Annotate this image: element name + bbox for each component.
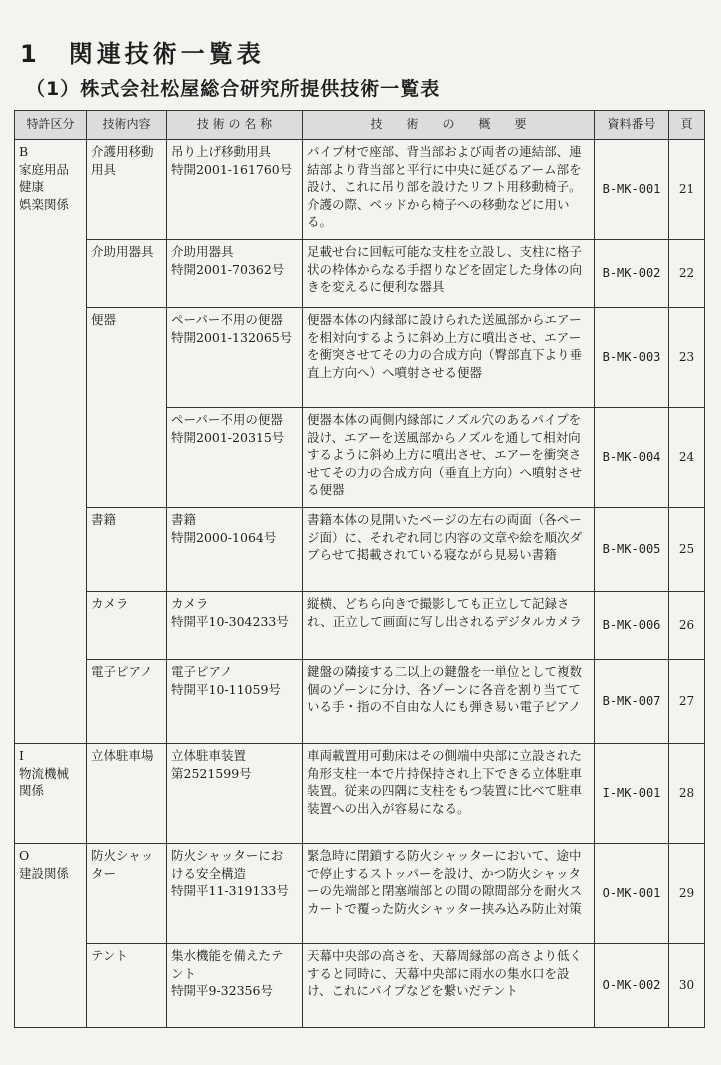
content-cell-line: 書籍 <box>91 512 117 527</box>
name-cell-line: 吊り上げ移動用具 <box>171 144 272 159</box>
content-cell-line: 立体駐車場 <box>91 748 154 763</box>
content-cell-line: 介助用器具 <box>91 244 154 259</box>
document-code-cell: B-MK-006 <box>595 592 669 660</box>
header-category: 特許区分 <box>15 111 87 140</box>
header-page: 頁 <box>669 111 705 140</box>
page-title: 1 関連技術一覧表 <box>20 40 265 68</box>
category-cell-line: 建設関係 <box>19 865 70 881</box>
content-cell <box>87 308 167 408</box>
table-row <box>15 408 705 508</box>
technology-list-table <box>14 110 705 1028</box>
content-cell <box>87 944 167 1028</box>
content-cell-line: カメラ <box>91 596 129 611</box>
table-row <box>15 592 705 660</box>
summary-cell: 車両載置用可動床はその側端中央部に立設された角形支柱一本で片持保持され上下できる立体駐車装置。従来の四隅に支柱をもつ装置に比べて駐車装置への出入が容易になる。 <box>303 744 595 844</box>
page-number-cell: 28 <box>669 744 705 844</box>
category-cell <box>15 660 87 744</box>
table-row <box>15 744 705 844</box>
name-cell-line: カメラ <box>171 596 209 611</box>
page-number-cell: 26 <box>669 592 705 660</box>
document-code-cell: B-MK-003 <box>595 308 669 408</box>
category-cell-line: 家庭用品 <box>19 161 70 177</box>
category-cell-line: I <box>19 748 24 763</box>
summary-cell: 便器本体の内縁部に設けられた送風部からエアーを相対向するように斜め上方に噴出させ、エアーを衝突させてその力の合成方向（臀部直下より垂直上方向へ）へ噴射させる便器 <box>303 308 595 408</box>
content-cell-line: ター <box>91 865 117 881</box>
summary-cell: 便器本体の両側内縁部にノズル穴のあるパイプを設け、エアーを送風部からノズルを通して相対向するように斜め上方に噴出させ、エアーを衝突させてその力の合成方向（垂直上方向）へ噴射させる便器 <box>303 408 595 508</box>
name-cell <box>167 844 303 944</box>
table-header-row <box>15 111 705 140</box>
category-cell <box>15 140 87 240</box>
document-code-cell: B-MK-005 <box>595 508 669 592</box>
document-code-cell: B-MK-002 <box>595 240 669 308</box>
name-cell-line: 特開2001-20315号 <box>171 429 285 445</box>
content-cell <box>87 744 167 844</box>
category-cell-line: 物流機械 <box>19 765 70 781</box>
name-cell <box>167 944 303 1028</box>
summary-cell: 緊急時に閉鎖する防火シャッターにおいて、途中で停止するストッパーを設け、かつ防火シャッターの先端部と閉塞端部との間の隙間部分を耐火スカートで覆った防火シャッター挟み込み防止対策 <box>303 844 595 944</box>
name-cell-line: 防火シャッターにお <box>171 848 284 863</box>
table-row <box>15 140 705 240</box>
name-cell-line: 特開2001-70362号 <box>171 261 285 277</box>
name-cell-line: 特開2000-1064号 <box>171 529 277 545</box>
content-cell <box>87 140 167 240</box>
content-cell <box>87 408 167 508</box>
name-cell <box>167 408 303 508</box>
category-cell <box>15 592 87 660</box>
name-cell-line: ント <box>171 965 197 981</box>
content-cell-line: 便器 <box>91 312 117 327</box>
name-cell-line: 立体駐車装置 <box>171 748 247 763</box>
document-code-cell: O-MK-001 <box>595 844 669 944</box>
page-number-cell: 24 <box>669 408 705 508</box>
name-cell <box>167 744 303 844</box>
category-cell <box>15 508 87 592</box>
content-cell <box>87 240 167 308</box>
page-number-cell: 27 <box>669 660 705 744</box>
name-cell-line: 特開2001-161760号 <box>171 161 293 177</box>
page-number-cell: 22 <box>669 240 705 308</box>
name-cell <box>167 140 303 240</box>
summary-cell: 天幕中央部の高さを、天幕周縁部の高さより低くすると同時に、天幕中央部に雨水の集水口を設け、これにパイプなどを繋いだテント <box>303 944 595 1028</box>
category-cell-line: 健康 <box>19 179 45 194</box>
summary-cell: パイプ材で座部、背当部および両者の連結部、連結部より背当部と平行に中央に延びるアーム部を設け、これに吊り部を設けたリフト用移動椅子。介護の際、ベッドから椅子への移動などに用いる。 <box>303 140 595 240</box>
category-cell <box>15 844 87 944</box>
table-row <box>15 308 705 408</box>
name-cell-line: 特開平10-304233号 <box>171 613 289 629</box>
name-cell-line: 特開平11-319133号 <box>171 883 289 898</box>
page-number-cell: 25 <box>669 508 705 592</box>
content-cell <box>87 844 167 944</box>
category-cell <box>15 944 87 1028</box>
name-cell-line: ける安全構造 <box>171 865 247 881</box>
header-name: 技 術 の 名 称 <box>167 111 303 140</box>
name-cell <box>167 308 303 408</box>
document-code-cell: B-MK-004 <box>595 408 669 508</box>
name-cell-line: ペーパー不用の便器 <box>171 412 283 427</box>
name-cell-line: 介助用器具 <box>171 244 234 259</box>
table-row <box>15 944 705 1028</box>
name-cell-line: 書籍 <box>171 512 197 527</box>
name-cell-line: 特開平10-11059号 <box>171 681 281 697</box>
content-cell-line: 防火シャッ <box>91 848 154 863</box>
summary-cell: 鍵盤の隣接する二以上の鍵盤を一単位として複数個のゾーンに分け、各ゾーンに各音を割り当てている手・指の不自由な人にも弾き易い電子ピアノ <box>303 660 595 744</box>
content-cell-line: テント <box>91 948 128 963</box>
content-cell <box>87 508 167 592</box>
name-cell <box>167 592 303 660</box>
name-cell <box>167 660 303 744</box>
category-cell-line: 娯楽関係 <box>19 196 70 212</box>
content-cell <box>87 660 167 744</box>
header-summary: 技 術 の 概 要 <box>303 111 595 140</box>
content-cell <box>87 592 167 660</box>
document-code-cell: B-MK-007 <box>595 660 669 744</box>
summary-cell: 縦横、どちら向きで撮影しても正立して記録され、正立して画面に写し出されるデジタルカメラ <box>303 592 595 660</box>
category-cell-line: 関係 <box>19 783 45 798</box>
name-cell <box>167 508 303 592</box>
table-row <box>15 240 705 308</box>
category-cell <box>15 408 87 508</box>
summary-cell: 書籍本体の見開いたページの左右の両面（各ページ面）に、それぞれ同じ内容の文章や絵を順次ダブらせて掲載されている寝ながら見易い書籍 <box>303 508 595 592</box>
name-cell-line: 特開2001-132065号 <box>171 329 293 345</box>
page-number-cell: 30 <box>669 944 705 1028</box>
page-number-cell: 29 <box>669 844 705 944</box>
content-cell-line: 用具 <box>91 161 117 177</box>
category-cell <box>15 308 87 408</box>
section-subtitle: （1）株式会社松屋総合研究所提供技術一覧表 <box>26 78 441 100</box>
header-content: 技術内容 <box>87 111 167 140</box>
category-cell <box>15 240 87 308</box>
category-cell-line: B <box>19 144 29 159</box>
content-cell-line: 電子ピアノ <box>91 664 153 679</box>
name-cell <box>167 240 303 308</box>
header-code: 資料番号 <box>595 111 669 140</box>
document-code-cell: B-MK-001 <box>595 140 669 240</box>
page-number-cell: 23 <box>669 308 705 408</box>
summary-cell: 足載せ台に回転可能な支柱を立設し、支柱に格子状の枠体からなる手摺りなどを固定した身体の向きを変えるに便利な器具 <box>303 240 595 308</box>
name-cell-line: 特開平9-32356号 <box>171 983 273 998</box>
name-cell-line: 第2521599号 <box>171 765 252 781</box>
name-cell-line: 電子ピアノ <box>171 664 233 679</box>
document-code-cell: I-MK-001 <box>595 744 669 844</box>
document-code-cell: O-MK-002 <box>595 944 669 1028</box>
category-cell <box>15 744 87 844</box>
category-cell-line: O <box>19 848 30 863</box>
table-row <box>15 508 705 592</box>
table-row <box>15 660 705 744</box>
name-cell-line: ペーパー不用の便器 <box>171 312 283 327</box>
name-cell-line: 集水機能を備えたテ <box>171 948 284 963</box>
table-row <box>15 844 705 944</box>
content-cell-line: 介護用移動 <box>91 144 154 159</box>
page-number-cell: 21 <box>669 140 705 240</box>
